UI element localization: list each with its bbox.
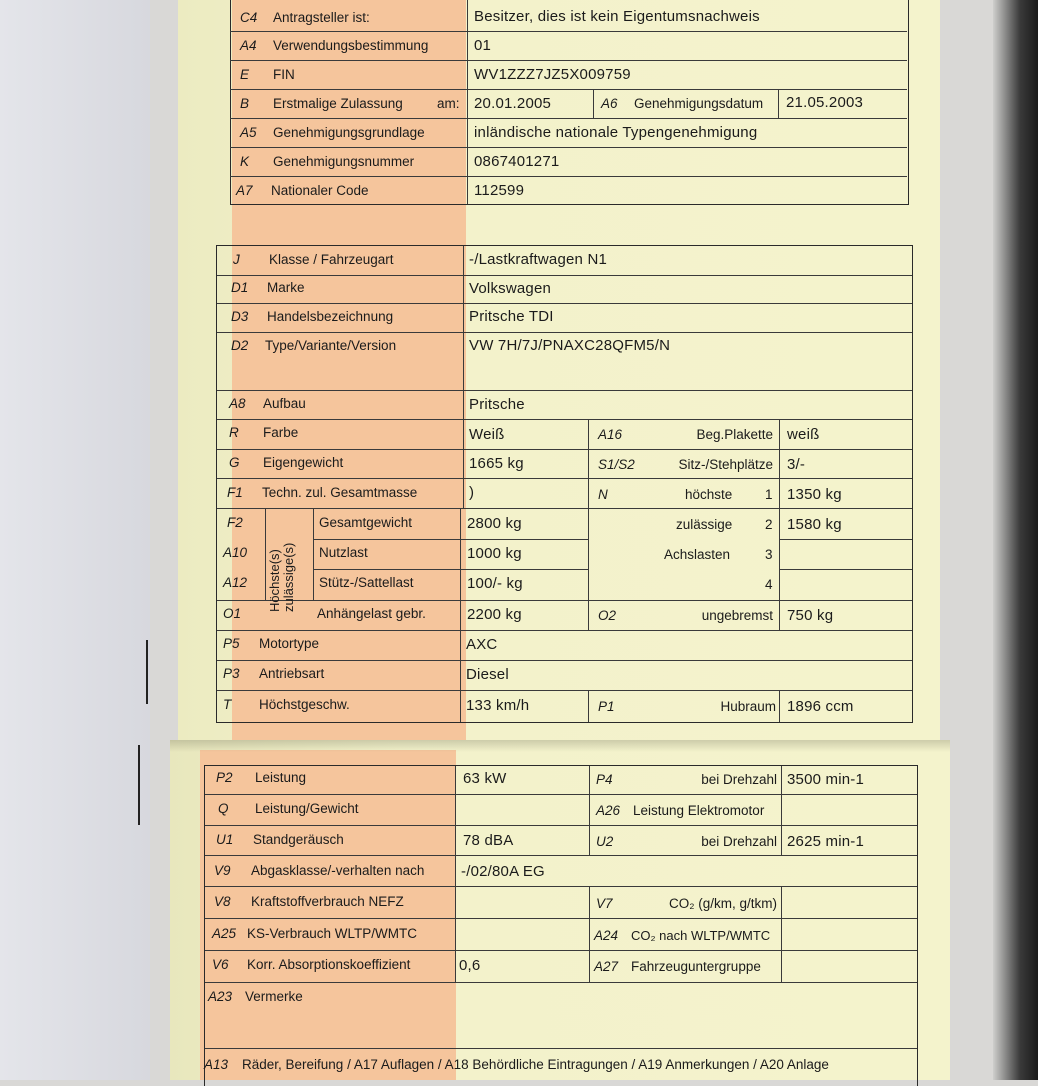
label-bei-drehzahl-p4: bei Drehzahl [701, 772, 777, 787]
code-v9: V9 [214, 863, 231, 878]
code-p2: P2 [216, 770, 233, 785]
value-type-variante: VW 7H/7J/PNAXC28QFM5/N [469, 337, 671, 354]
code-a27: A27 [594, 959, 619, 974]
label-hubraum: Hubraum [720, 699, 776, 714]
label-eigengewicht: Eigengewicht [263, 455, 344, 470]
code-n: N [598, 487, 608, 502]
code-a24: A24 [594, 928, 619, 943]
code-a8: A8 [229, 396, 246, 411]
label-nationaler-code: Nationaler Code [271, 183, 369, 198]
value-achslast-2: 1580 kg [787, 516, 842, 533]
value-handelsbezeichnung: Pritsche TDI [469, 308, 554, 325]
value-hoechstgeschw: 133 km/h [466, 697, 530, 714]
code-o2: O2 [598, 608, 617, 623]
label-abgasklasse: Abgasklasse/-verhalten nach [251, 863, 425, 878]
value-stuetzlast: 100/- kg [467, 575, 523, 592]
value-farbe: Weiß [469, 426, 505, 443]
value-fin: WV1ZZZ7JZ5X009759 [474, 66, 631, 83]
label-genehmigungsnummer: Genehmigungsnummer [273, 154, 415, 169]
code-a12: A12 [223, 575, 248, 590]
code-b: B [240, 96, 250, 111]
code-v7: V7 [596, 896, 613, 911]
label-achslasten: Achslasten [664, 547, 731, 562]
value-nationaler-code: 112599 [474, 182, 525, 199]
background-right [993, 0, 1038, 1080]
label-standgeraeusch: Standgeräusch [253, 832, 344, 847]
value-nutzlast: 1000 kg [467, 545, 522, 562]
value-hubraum: 1896 ccm [787, 698, 854, 715]
value-marke: Volkswagen [469, 280, 552, 297]
code-a25: A25 [212, 926, 237, 941]
code-g: G [229, 455, 240, 470]
value-eigengewicht: 1665 kg [469, 455, 524, 472]
code-c4: C4 [240, 10, 258, 25]
value-gesamtgewicht: 2800 kg [467, 515, 522, 532]
value-leistung: 63 kW [463, 770, 507, 787]
axle-num-3: 3 [765, 547, 773, 562]
code-f1: F1 [227, 485, 243, 500]
value-genehmigungsgrundlage: inländische nationale Typengenehmigung [474, 124, 758, 141]
code-j: J [233, 252, 240, 267]
label-co2: CO₂ (g/km, g/tkm) [669, 896, 777, 911]
label-genehmigungsdatum: Genehmigungsdatum [634, 96, 764, 111]
label-fahrzeuguntergruppe: Fahrzeuguntergruppe [631, 959, 761, 974]
code-p3: P3 [223, 666, 240, 681]
code-u2: U2 [596, 834, 614, 849]
value-gesamtmasse: ) [469, 484, 475, 501]
value-motortype: AXC [466, 636, 498, 653]
label-leistung: Leistung [255, 770, 307, 785]
value-antragsteller: Besitzer, dies ist kein Eigentumsnachweis [474, 8, 760, 25]
code-d2: D2 [231, 338, 249, 353]
code-v8: V8 [214, 894, 231, 909]
code-o1: O1 [223, 606, 242, 621]
code-a23: A23 [208, 989, 233, 1004]
label-am: am: [437, 96, 460, 111]
label-handelsbezeichnung: Handelsbezeichnung [267, 309, 394, 324]
axle-num-1: 1 [765, 487, 773, 502]
value-verwendungsbestimmung: 01 [474, 37, 492, 54]
value-anhaengelast: 2200 kg [467, 606, 522, 623]
value-achslast-1: 1350 kg [787, 486, 842, 503]
value-absorptionskoeffizient: 0,6 [459, 957, 481, 974]
value-ungebremst: 750 kg [787, 607, 834, 624]
background-left [0, 0, 150, 1080]
code-p5: P5 [223, 636, 240, 651]
label-marke: Marke [267, 280, 305, 295]
fold-shadow [170, 740, 950, 752]
code-a4: A4 [240, 38, 257, 53]
label-erstmalige-zulassung: Erstmalige Zulassung [273, 96, 403, 111]
label-genehmigungsgrundlage: Genehmigungsgrundlage [273, 125, 425, 140]
code-p4: P4 [596, 772, 613, 787]
value-bei-drehzahl-u2: 2625 min-1 [787, 833, 865, 850]
code-s1s2: S1/S2 [598, 457, 635, 472]
code-a26: A26 [596, 803, 621, 818]
label-motortype: Motortype [259, 636, 320, 651]
axle-num-2: 2 [765, 517, 773, 532]
fold-mark-lower [138, 745, 140, 825]
label-leistung-gewicht: Leistung/Gewicht [255, 801, 359, 816]
label-gesamtmasse: Techn. zul. Gesamtmasse [262, 485, 418, 500]
value-beg-plakette: weiß [787, 426, 820, 443]
label-anhaengelast: Anhängelast gebr. [317, 606, 426, 621]
code-a6: A6 [601, 96, 618, 111]
label-ks-verbrauch: KS-Verbrauch WLTP/WMTC [247, 926, 418, 941]
value-abgasklasse: -/02/80A EG [461, 863, 545, 880]
label-verwendungsbestimmung: Verwendungsbestimmung [273, 38, 429, 53]
code-k: K [240, 154, 250, 169]
label-nutzlast: Nutzlast [319, 545, 368, 560]
code-a7: A7 [236, 183, 253, 198]
value-aufbau: Pritsche [469, 396, 525, 413]
label-hoechste: höchste [685, 487, 733, 502]
code-t: T [223, 697, 232, 712]
label-fin: FIN [273, 67, 295, 82]
label-co2-wltp: CO₂ nach WLTP/WMTC [631, 928, 771, 943]
value-antriebsart: Diesel [466, 666, 509, 683]
code-e: E [240, 67, 250, 82]
label-gesamtgewicht: Gesamtgewicht [319, 515, 413, 530]
value-klasse: -/Lastkraftwagen N1 [469, 251, 608, 268]
label-ungebremst: ungebremst [701, 608, 773, 623]
label-zulaessige: zulässige [676, 517, 733, 532]
code-a16: A16 [598, 427, 623, 442]
label-antragsteller: Antragsteller ist: [273, 10, 370, 25]
code-a13: A13 [204, 1057, 229, 1072]
fold-mark [146, 640, 148, 704]
code-d3: D3 [231, 309, 249, 324]
label-stuetzlast: Stütz-/Sattellast [319, 575, 414, 590]
code-r: R [229, 425, 239, 440]
label-leistung-elektromotor: Leistung Elektromotor [633, 803, 765, 818]
label-vermerke: Vermerke [245, 989, 303, 1004]
label-type-variante: Type/Variante/Version [265, 338, 397, 353]
label-aufbau: Aufbau [263, 396, 306, 411]
label-antriebsart: Antriebsart [259, 666, 325, 681]
label-bei-drehzahl-u2: bei Drehzahl [701, 834, 777, 849]
value-standgeraeusch: 78 dBA [463, 832, 514, 849]
label-hoechstgeschw: Höchstgeschw. [259, 697, 350, 712]
label-sitzplaetze: Sitz-/Stehplätze [678, 457, 773, 472]
code-u1: U1 [216, 832, 234, 847]
vertical-label-hoechste: Höchste(s) zulässige(s) [267, 542, 296, 612]
value-genehmigungsdatum: 21.05.2003 [786, 94, 864, 111]
code-a10: A10 [223, 545, 248, 560]
label-klasse: Klasse / Fahrzeugart [269, 252, 394, 267]
code-p1: P1 [598, 699, 615, 714]
axle-num-4: 4 [765, 577, 773, 592]
value-sitzplaetze: 3/- [787, 456, 806, 473]
code-a5: A5 [240, 125, 257, 140]
value-bei-drehzahl-p4: 3500 min-1 [787, 771, 865, 788]
label-absorptionskoeffizient: Korr. Absorptionskoeffizient [247, 957, 411, 972]
label-farbe: Farbe [263, 425, 299, 440]
code-f2: F2 [227, 515, 243, 530]
value-erstmalige-zulassung: 20.01.2005 [474, 95, 552, 112]
label-raeder-bereifung: Räder, Bereifung / A17 Auflagen / A18 Behördliche Eintragungen / A19 Anmerkungen / A20 Anlage [242, 1057, 829, 1072]
code-v6: V6 [212, 957, 229, 972]
label-beg-plakette: Beg.Plakette [696, 427, 773, 442]
code-d1: D1 [231, 280, 249, 295]
label-kraftstoffverbrauch: Kraftstoffverbrauch NEFZ [251, 894, 404, 909]
code-q: Q [218, 801, 229, 816]
value-genehmigungsnummer: 0867401271 [474, 153, 560, 170]
